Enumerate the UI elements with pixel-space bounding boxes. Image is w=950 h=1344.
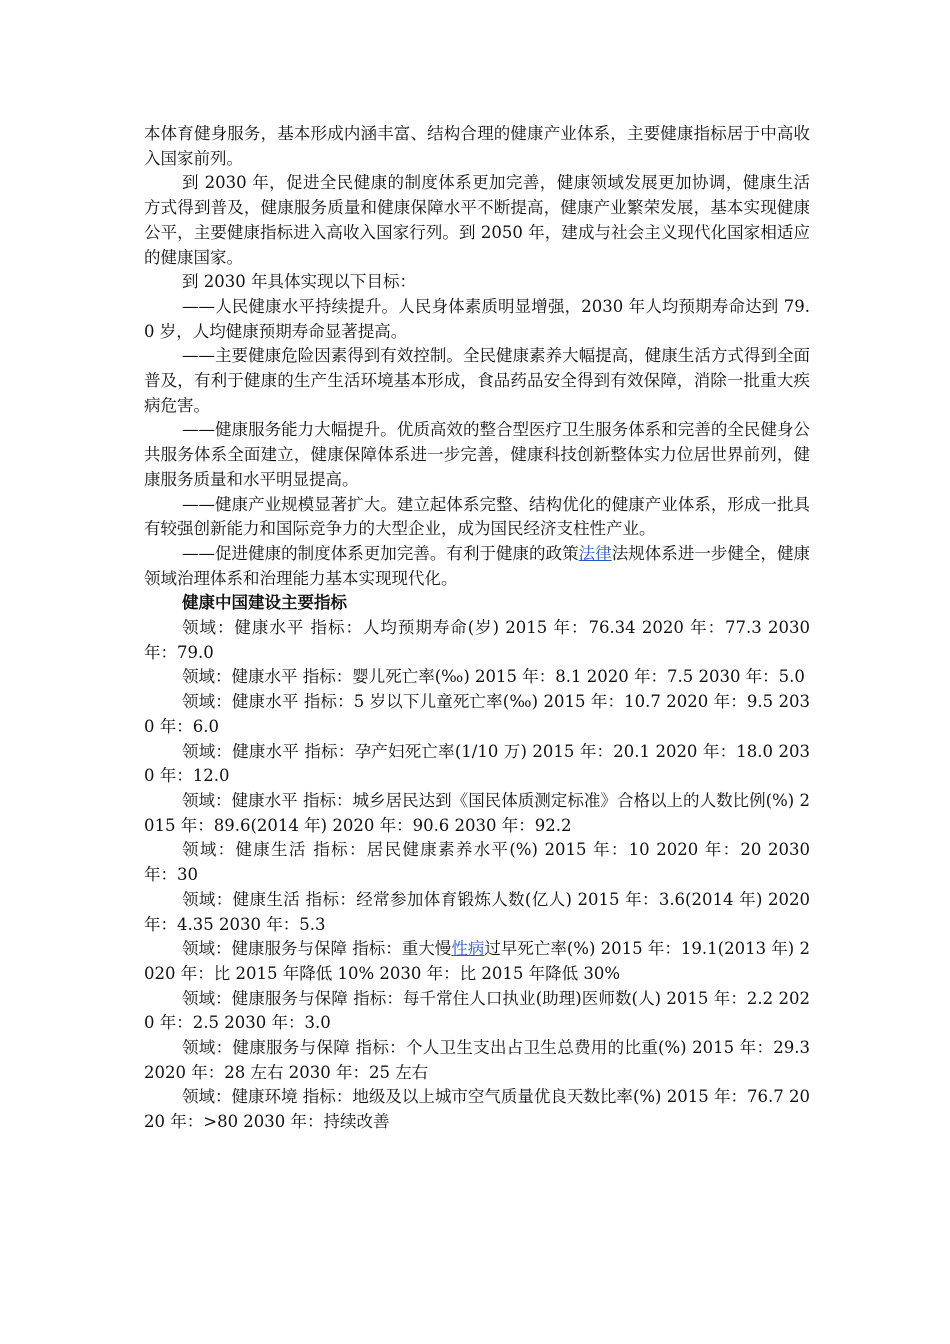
indicator-physical-fitness: 领域：健康水平 指标：城乡居民达到《国民体质测定标准》合格以上的人数比例(%) 2015 年：89.6(2014 年) 2020 年：90.6 2030 年：92.2 (144, 790, 810, 835)
chronic-text-after: 过早死亡率(%) 2015 年：19.1(2013 年) 2020 年：比 2015 年降低 10% 2030 年：比 2015 年降低 30% (144, 939, 810, 983)
section-heading: 健康中国建设主要指标 (182, 593, 347, 613)
paragraph-1: 本体育健身服务，基本形成内涵丰富、结构合理的健康产业体系，主要健康指标居于中高收入国家前列。 (144, 124, 810, 168)
indicator-under5-mortality: 领域：健康水平 指标：5 岁以下儿童死亡率(‰) 2015 年：10.7 2020 年：9.5 2030 年：6.0 (144, 692, 810, 736)
indicator-personal-health-expenditure: 领域：健康服务与保障 指标：个人卫生支出占卫生总费用的比重(%) 2015 年：29.3 2020 年：28 左右 2030 年：25 左右 (144, 1038, 810, 1082)
paragraph-2030-goal: 到 2030 年，促进全民健康的制度体系更加完善，健康领域发展更加协调，健康生活方式得到普及，健康服务质量和健康保障水平不断提高，健康产业繁荣发展，基本实现健康公平，主要健康指标进入高收入国家行列。到 2050 年，建成与社会主义现代化国家相适应的健康国家。 (144, 173, 810, 267)
paragraph-institution (144, 542, 810, 591)
indicator-infant-mortality: 领域：健康水平 指标：婴儿死亡率(‰) 2015 年：8.1 2020 年：7.5 2030 年：5.0 (182, 667, 805, 687)
indicator-physicians: 领域：健康服务与保障 指标：每千常住人口执业(助理)医师数(人) 2015 年：2.2 2020 年：2.5 2030 年：3.0 (144, 988, 810, 1033)
indicator-health-literacy: 领域：健康生活 指标：居民健康素养水平(%) 2015 年：10 2020 年：20 2030 年：30 (144, 840, 810, 885)
paragraph-targets-intro: 到 2030 年具体实现以下目标： (182, 272, 416, 292)
paragraph-health-level: ——人民健康水平持续提升。人民身体素质明显增强，2030 年人均预期寿命达到 79.0 岁，人均健康预期寿命显著提高。 (144, 296, 810, 341)
indicator-air-quality: 领域：健康环境 指标：地级及以上城市空气质量优良天数比率(%) 2015 年：76.7 2020 年：>80 2030 年：持续改善 (144, 1087, 810, 1132)
paragraph-risk-factors: ——主要健康危险因素得到有效控制。全民健康素养大幅提高，健康生活方式得到全面普及，有利于健康的生产生活环境基本形成，食品药品安全得到有效保障，消除一批重大疾病危害。 (144, 346, 810, 415)
chronic-disease-link[interactable]: 性病 (451, 939, 485, 959)
indicator-maternal-mortality: 领域：健康水平 指标：孕产妇死亡率(1/10 万) 2015 年：20.1 2020 年：18.0 2030 年：12.0 (144, 741, 810, 786)
indicator-chronic-disease (144, 937, 810, 986)
indicator-exercise-population: 领域：健康生活 指标：经常参加体育锻炼人数(亿人) 2015 年：3.6(2014 年) 2020 年：4.35 2030 年：5.3 (144, 889, 810, 934)
institution-text-after: 法规体系进一步健全，健康领域治理体系和治理能力基本实现现代化。 (144, 543, 811, 588)
paragraph-service-capacity: ——健康服务能力大幅提升。优质高效的整合型医疗卫生服务体系和完善的全民健身公共服务体系全面建立，健康保障体系进一步完善，健康科技创新整体实力位居世界前列，健康服务质量和水平明显提高。 (144, 420, 810, 489)
paragraph-industry-scale: ——健康产业规模显著扩大。建立起体系完整、结构优化的健康产业体系，形成一批具有较强创新能力和国际竞争力的大型企业，成为国民经济支柱性产业。 (144, 494, 810, 539)
law-link[interactable]: 法律 (578, 543, 612, 563)
chronic-text-before: 领域：健康服务与保障 指标：重大慢 (182, 939, 452, 959)
institution-text-before: ——促进健康的制度体系更加完善。有利于健康的政策 (182, 543, 579, 563)
indicator-life-expectancy: 领域：健康水平 指标：人均预期寿命(岁) 2015 年：76.34 2020 年：77.3 2030 年：79.0 (144, 618, 810, 662)
